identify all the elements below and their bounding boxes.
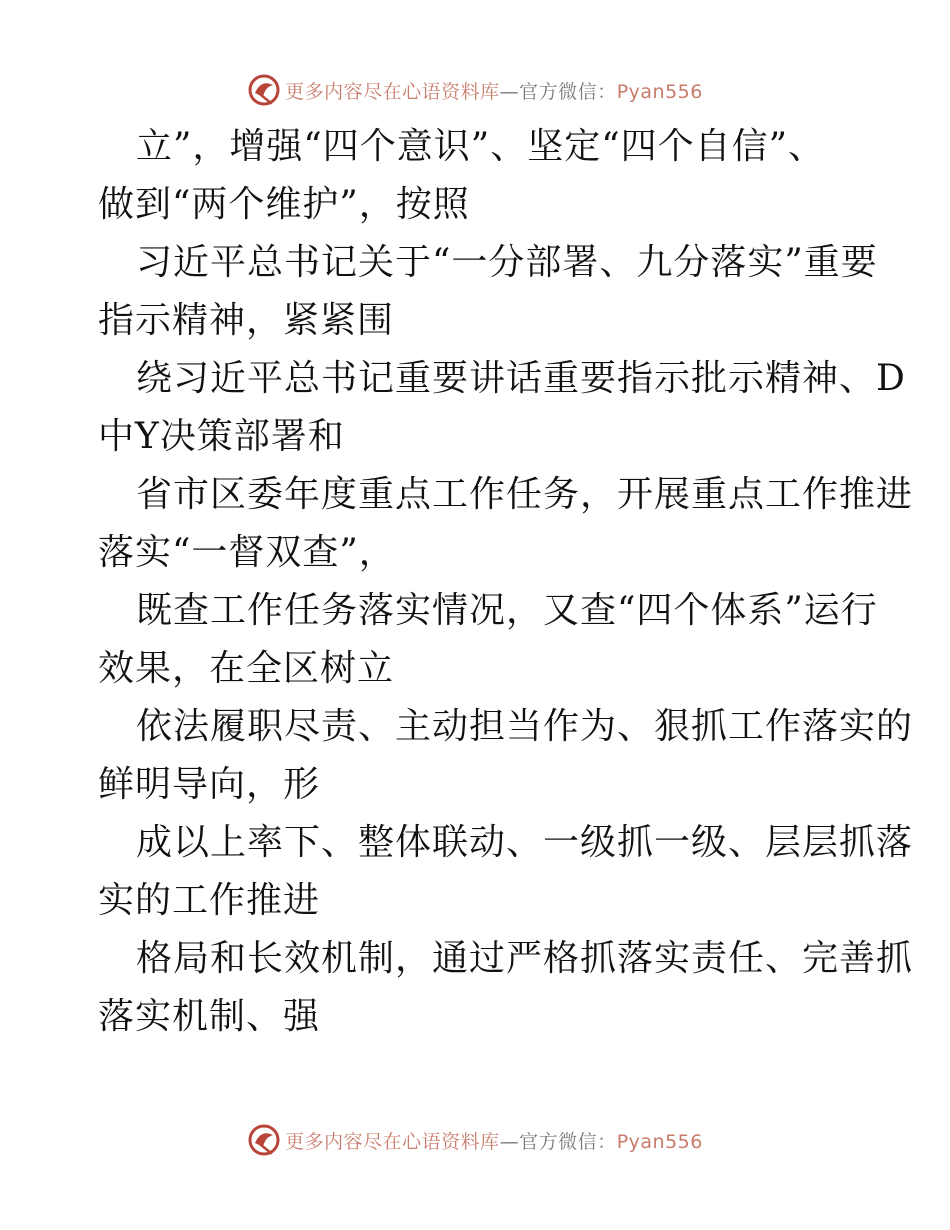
watermark-wechat-id: Pyan556 xyxy=(616,1130,703,1153)
text-line: 立”，增强“四个意识”、坚定“四个自信”、 xyxy=(136,126,826,167)
text-line: 鲜明导向，形 xyxy=(98,764,321,805)
watermark-separator: — xyxy=(499,80,520,103)
text-line: 习近平总书记关于“一分部署、九分落实”重要 xyxy=(136,242,878,283)
watermark-wechat-id: Pyan556 xyxy=(616,80,703,103)
text-line: 指示精神，紧紧围 xyxy=(98,300,395,341)
text-line: 格局和长效机制，通过严格抓落实责任、完善抓 xyxy=(136,938,914,979)
text-line: 中Y决策部署和 xyxy=(98,416,345,457)
text-line: 依法履职尽责、主动担当作为、狠抓工作落实的 xyxy=(136,706,914,747)
watermark-separator: — xyxy=(499,1130,520,1153)
header-watermark xyxy=(0,70,950,110)
text-line: 落实“一督双查”， xyxy=(98,532,396,573)
text-line: 成以上率下、整体联动、一级抓一级、层层抓落 xyxy=(136,822,914,863)
text-line: 既查工作任务落实情况，又查“四个体系”运行 xyxy=(136,590,878,631)
text-line: 落实机制、强 xyxy=(98,996,321,1037)
text-line: 做到“两个维护”，按照 xyxy=(98,184,470,225)
watermark-wechat-label: 官方微信： xyxy=(519,80,617,103)
document-body xyxy=(98,118,914,1046)
watermark-site-text: 更多内容尽在心语资料库 xyxy=(285,1130,500,1153)
red-swirl-logo-icon xyxy=(247,1123,281,1157)
text-line: 实的工作推进 xyxy=(98,880,321,921)
text-line: 效果，在全区树立 xyxy=(98,648,395,689)
watermark-wechat-label: 官方微信： xyxy=(519,1130,617,1153)
text-line: 绕习近平总书记重要讲话重要指示批示精神、D xyxy=(136,358,906,399)
footer-watermark xyxy=(0,1120,950,1160)
red-swirl-logo-icon xyxy=(247,73,281,107)
text-line: 省市区委年度重点工作任务，开展重点工作推进 xyxy=(136,474,914,515)
watermark-site-text: 更多内容尽在心语资料库 xyxy=(285,80,500,103)
